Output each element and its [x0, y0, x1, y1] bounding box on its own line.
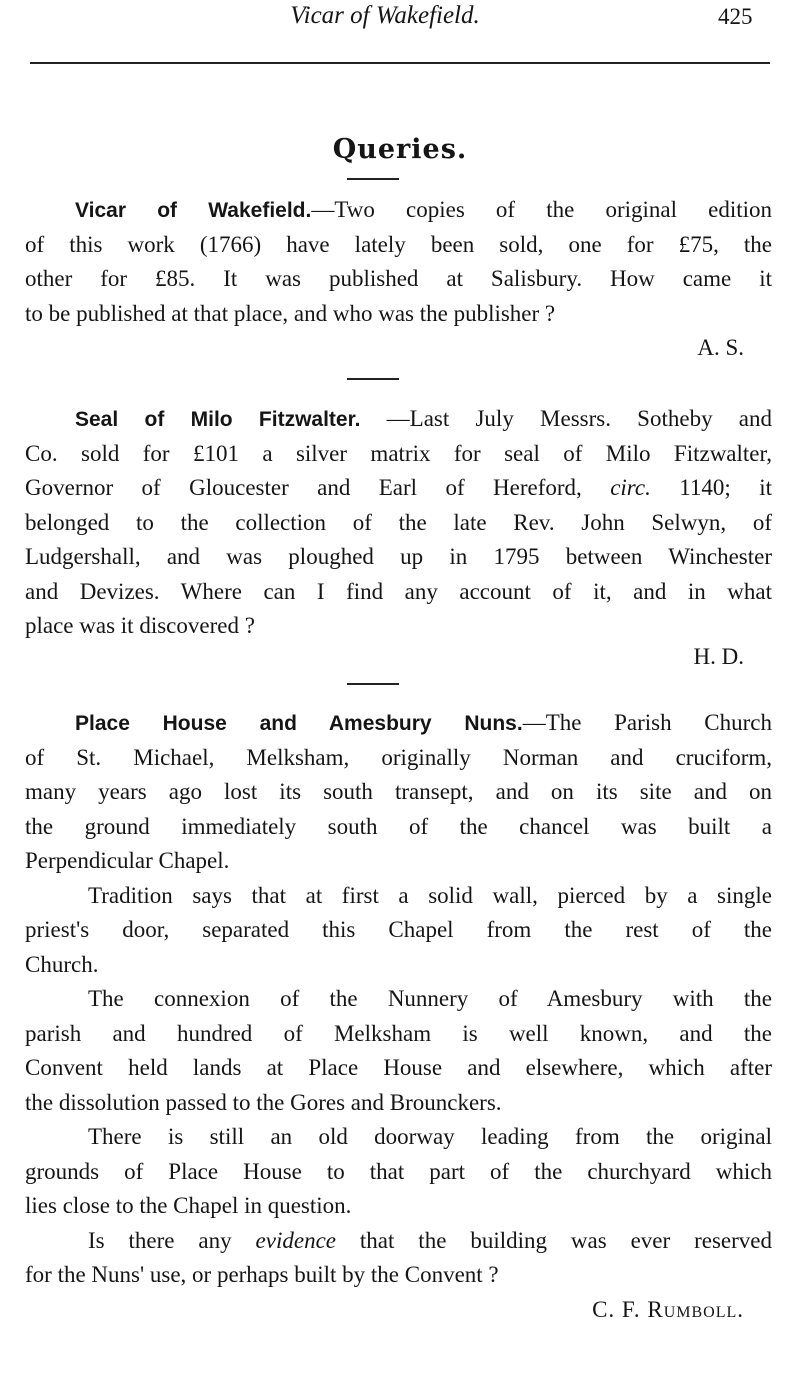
text-line: Co. sold for £101 a silver matrix for seal of Milo Fitzwalter,	[25, 440, 772, 466]
signature: C. F. Rumboll.	[592, 1296, 744, 1322]
text-line	[25, 706, 772, 741]
text-line: place was it discovered ?	[25, 613, 255, 638]
text-segment: —The Parish Church	[522, 710, 772, 735]
text-line: Church.	[25, 951, 99, 977]
text-line	[25, 471, 772, 506]
text-segment: Governor of Gloucester and Earl of Hereford,	[25, 475, 611, 500]
query-title: Seal of Milo Fitzwalter.	[75, 408, 361, 431]
text-line: and Devizes. Where can I find any account of it, and in what	[25, 578, 772, 604]
text-line: priest's door, separated this Chapel from the rest of the	[25, 917, 772, 942]
query-seal-of-milo-fitzwalter	[25, 402, 772, 674]
page-number: 425	[718, 4, 753, 29]
text-line	[25, 1224, 772, 1259]
text-line: for the Nuns' use, or perhaps built by the Convent ?	[25, 1262, 499, 1287]
text-line: There is still an old doorway leading from the original	[88, 1124, 772, 1149]
text-line: belonged to the collection of the late Rev. John Selwyn, of	[25, 509, 772, 535]
text-segment: —Last July Messrs. Sotheby and	[360, 406, 772, 431]
italic-text: evidence	[255, 1227, 336, 1253]
signature: A. S.	[697, 335, 744, 360]
text-line: The connexion of the Nunnery of Amesbury with the	[88, 986, 772, 1011]
header-rule	[30, 62, 770, 64]
text-line: the ground immediately south of the chancel was built a	[25, 813, 772, 839]
divider-rule	[347, 178, 399, 180]
text-segment: Is there any	[88, 1227, 256, 1253]
text-line: grounds of Place House to that part of the churchyard which	[25, 1158, 772, 1184]
text-line	[25, 402, 772, 437]
divider-rule	[347, 378, 399, 380]
text-line: other for £85. It was published at Salisbury. How came it	[25, 266, 772, 291]
text-line: lies close to the Chapel in question.	[25, 1193, 352, 1218]
query-place-house-amesbury-nuns	[25, 706, 772, 1327]
text-segment: 1140; it	[650, 475, 772, 500]
signature: H. D.	[693, 643, 744, 669]
section-heading: Queries.	[332, 134, 468, 165]
query-title: Place House and Amesbury Nuns.	[75, 712, 523, 735]
query-vicar-of-wakefield	[25, 193, 772, 366]
text-line: Convent held lands at Place House and elsewhere, which after	[25, 1055, 772, 1080]
text-segment: —Two copies of the original edition	[311, 197, 772, 222]
text-line: Perpendicular Chapel.	[25, 848, 230, 873]
text-segment: that the building was ever reserved	[335, 1227, 772, 1253]
text-line: Tradition says that at first a solid wall, pierced by a single	[88, 882, 772, 908]
text-line: to be published at that place, and who was the publisher ?	[25, 300, 556, 326]
text-line: of St. Michael, Melksham, originally Norman and cruciform,	[25, 744, 772, 770]
text-line: the dissolution passed to the Gores and Brounckers.	[25, 1089, 502, 1115]
text-line: many years ago lost its south transept, and on its site and on	[25, 779, 772, 804]
text-line: Ludgershall, and was ploughed up in 1795 between Winchester	[25, 544, 772, 569]
italic-text: circ.	[610, 475, 651, 500]
divider-rule	[347, 683, 399, 685]
running-title: Vicar of Wakefield.	[290, 2, 480, 29]
text-line: of this work (1766) have lately been sold, one for £75, the	[25, 231, 772, 257]
text-line: parish and hundred of Melksham is well known, and the	[25, 1020, 772, 1046]
running-head	[0, 2, 800, 36]
text-line	[25, 193, 772, 228]
query-title: Vicar of Wakefield.	[75, 199, 312, 222]
